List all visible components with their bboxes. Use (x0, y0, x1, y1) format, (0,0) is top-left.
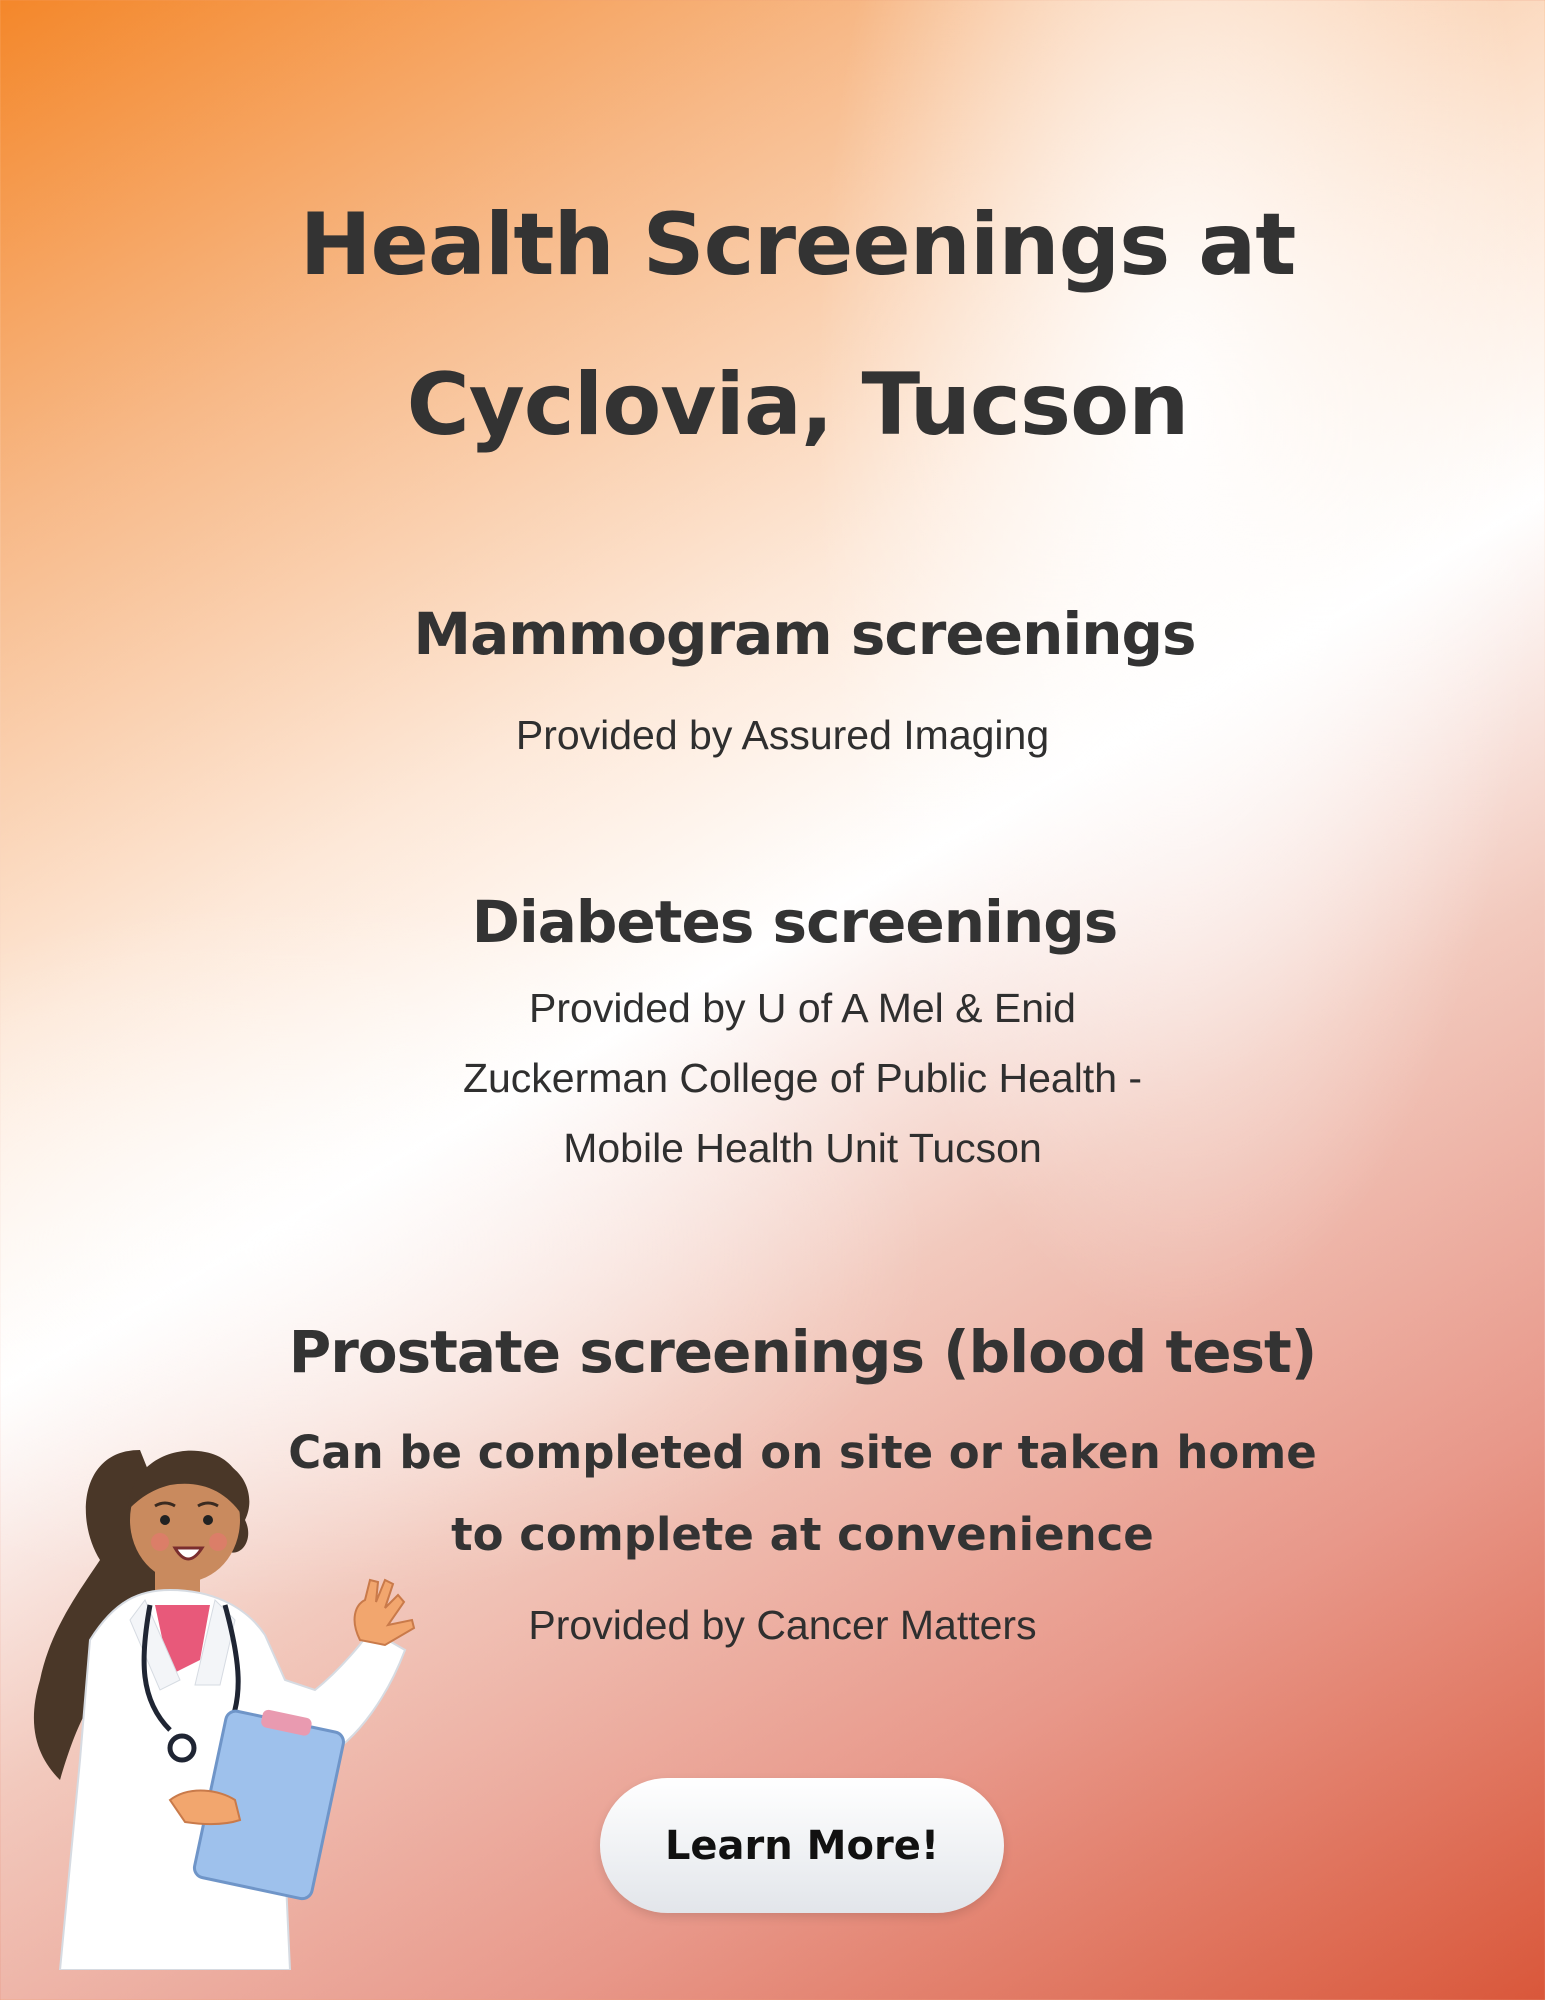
doctor-with-clipboard-icon (20, 1430, 450, 1970)
page-title (25, 165, 1545, 485)
diabetes-provider-line-1: Provided by U of A Mel & Enid (529, 985, 1076, 1031)
prostate-provider: Provided by Cancer Matters (528, 1602, 1037, 1648)
prostate-heading: Prostate screenings (blood test) (288, 1318, 1317, 1386)
learn-more-button[interactable]: Learn More! (600, 1778, 1004, 1913)
prostate-note-line-2: to complete at convenience (451, 1508, 1154, 1561)
diabetes-heading: Diabetes screenings (471, 888, 1118, 956)
mammogram-heading: Mammogram screenings (413, 600, 1196, 668)
mammogram-provider: Provided by Assured Imaging (515, 712, 1050, 758)
title-line-2: Cyclovia, Tucson (406, 355, 1189, 455)
diabetes-provider-line-2: Zuckerman College of Public Health - (462, 1055, 1143, 1101)
title-line-1: Health Screenings at (299, 195, 1296, 295)
diabetes-provider (30, 973, 1545, 1183)
diabetes-provider-line-3: Mobile Health Unit Tucson (563, 1125, 1042, 1171)
prostate-note-line-1: Can be completed on site or taken home (288, 1426, 1317, 1479)
